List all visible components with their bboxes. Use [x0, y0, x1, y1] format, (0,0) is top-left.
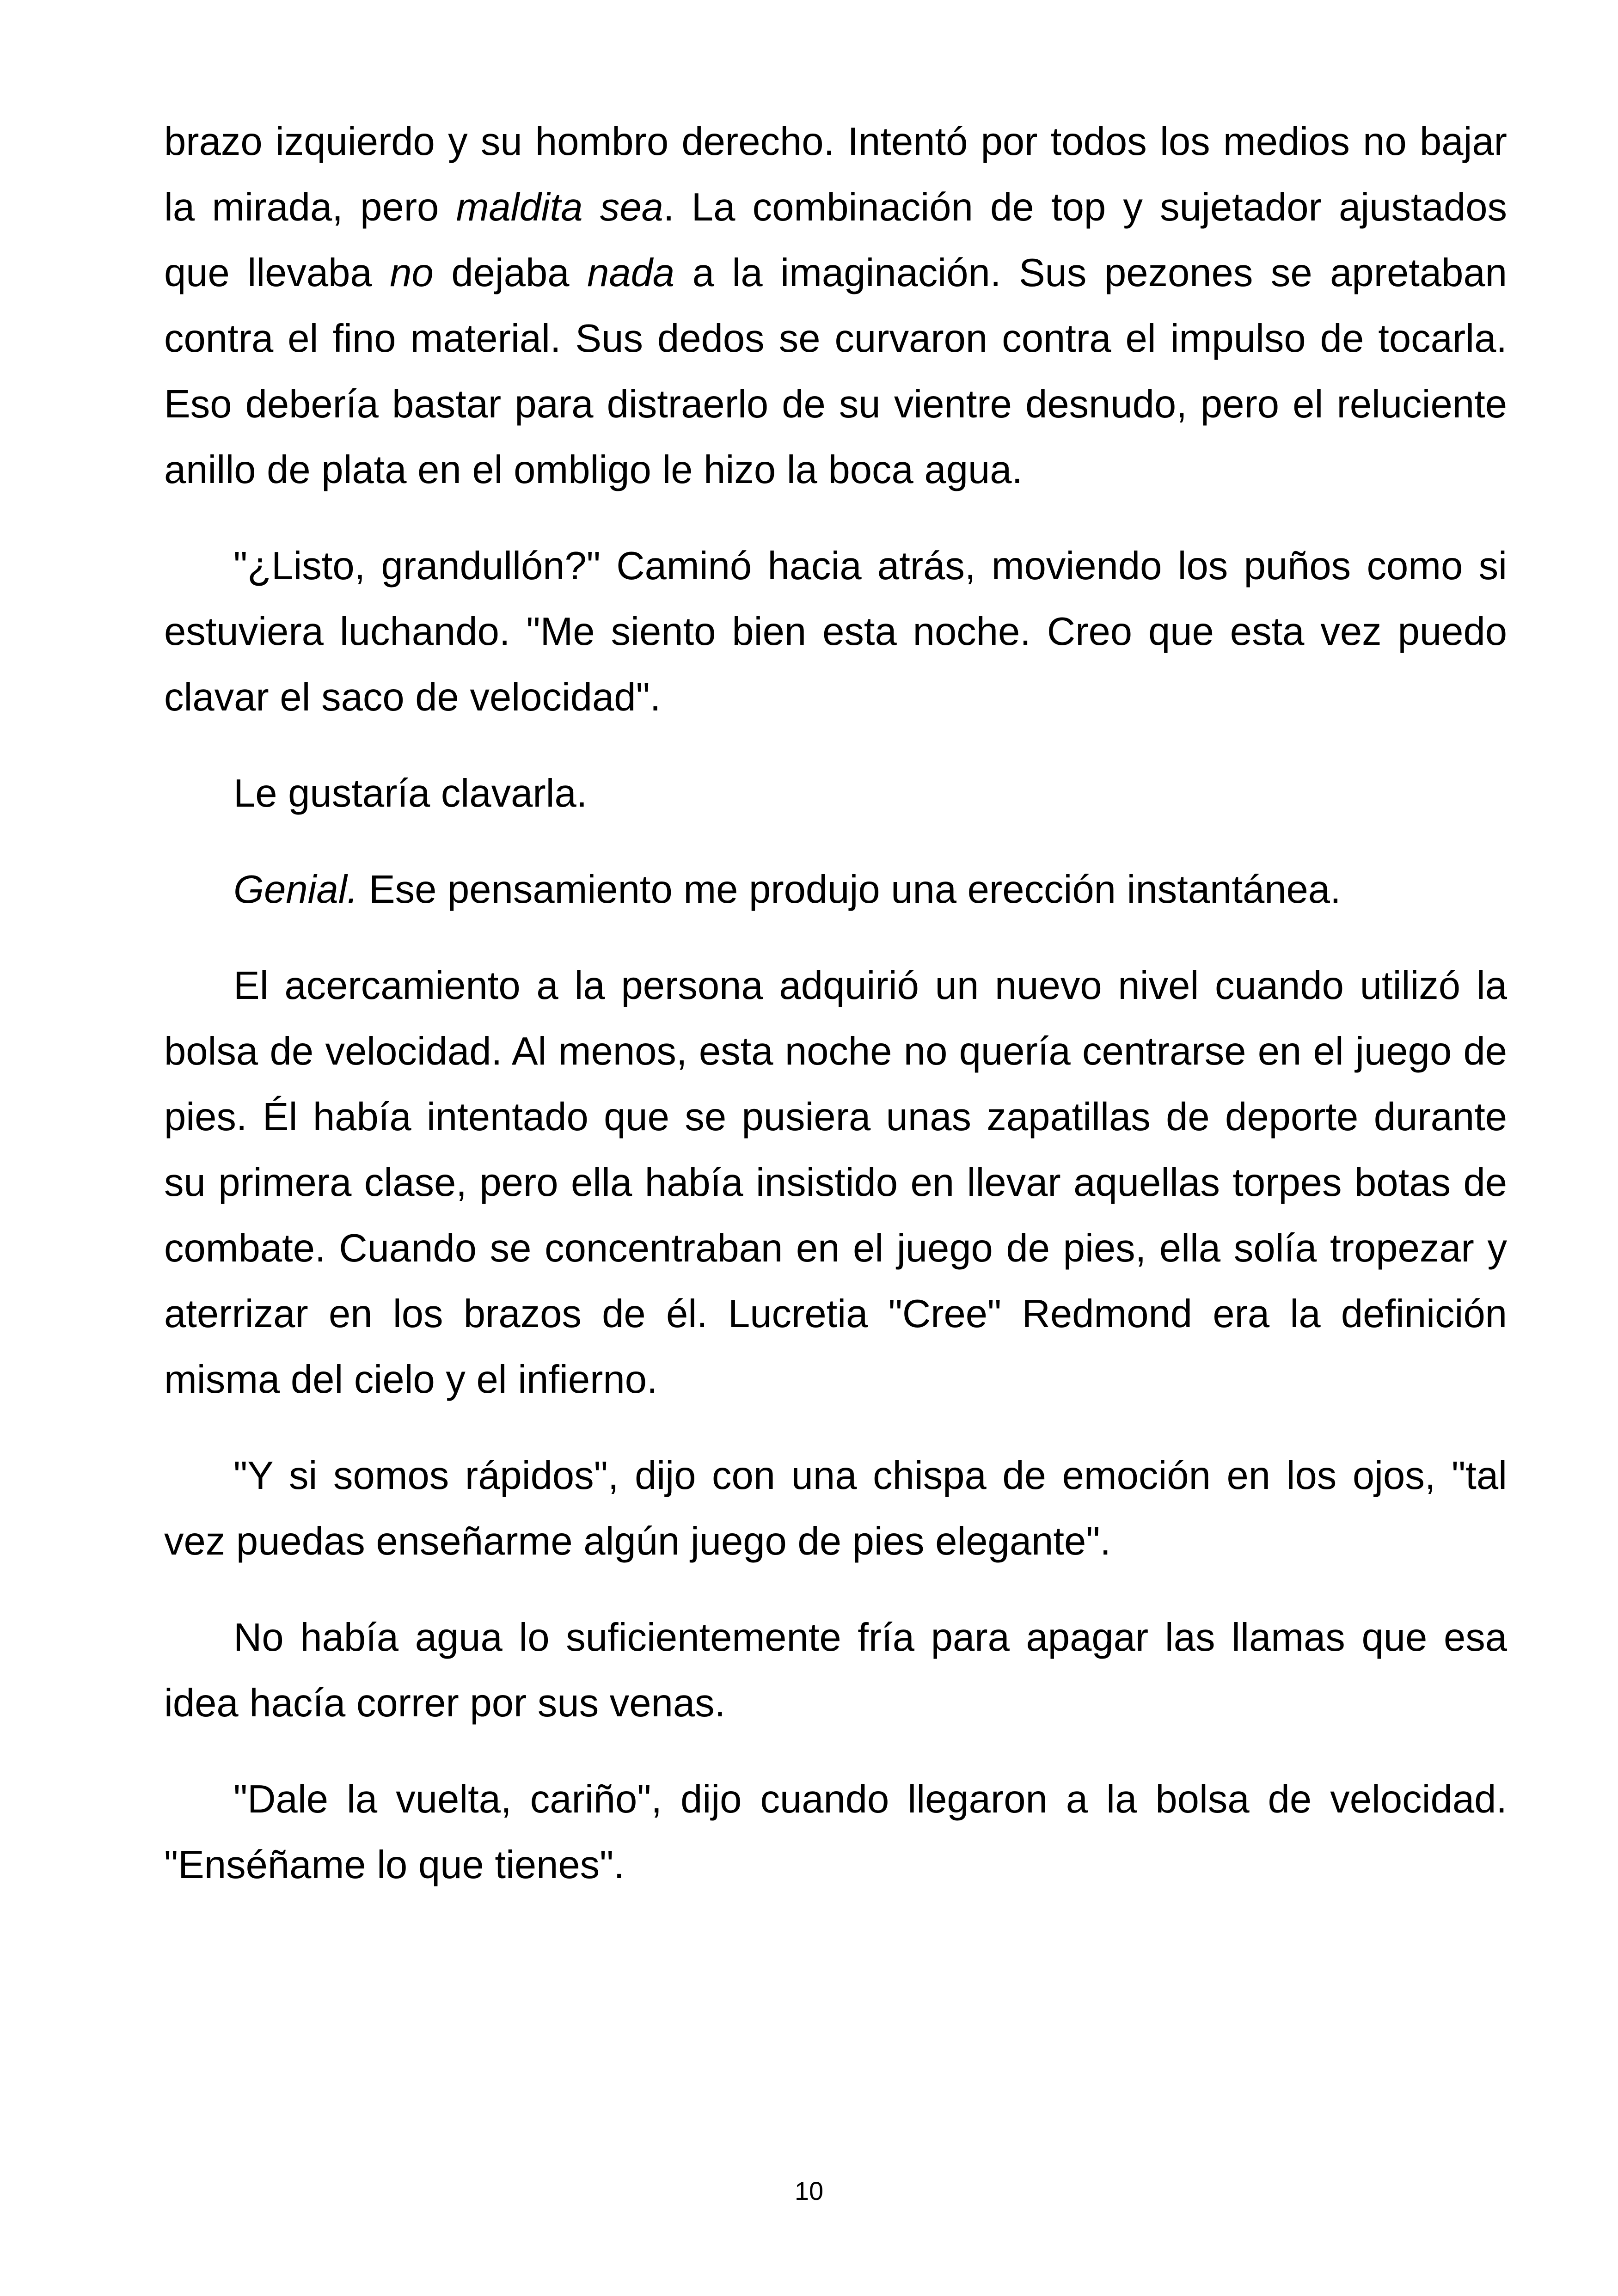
- italic-text: maldita sea: [456, 185, 663, 229]
- italic-text: Genial.: [233, 868, 358, 912]
- paragraph: [164, 857, 1507, 923]
- text-span: "Y si somos rápidos", dijo con una chispa de emoción en los ojos, "tal vez puedas enseñarme algún juego de pies elegante".: [164, 1454, 1507, 1563]
- paragraph: [164, 761, 1507, 827]
- text-span: No había agua lo suficientemente fría para apagar las llamas que esa idea hacía correr por sus venas.: [164, 1616, 1507, 1725]
- text-span: brazo izquierdo y su hombro derecho. Intentó por todos los medios no bajar la mirada, pero: [164, 120, 1507, 229]
- paragraph: [164, 1767, 1507, 1898]
- paragraph: [164, 1443, 1507, 1574]
- text-span: "Dale la vuelta, cariño", dijo cuando llegaron a la bolsa de velocidad. "Enséñame lo que tienes".: [164, 1777, 1507, 1887]
- paragraph: [164, 533, 1507, 730]
- paragraph: [164, 953, 1507, 1413]
- text-span: . La combinación de top y sujetador ajustados que llevaba: [164, 185, 1507, 295]
- page-body: [164, 109, 1507, 1929]
- italic-text: nada: [587, 251, 675, 295]
- paragraph: [164, 1605, 1507, 1736]
- text-span: El acercamiento a la persona adquirió un nuevo nivel cuando utilizó la bolsa de velocidad. Al menos, esta noche no quería centrarse en el juego de pies. Él había intentado que se pusiera unas zapatillas de deporte durante su primera clase, pero ella había insistido en llevar aquellas torpes botas de combate. Cuando se concentraban en el juego de pies, ella solía tropezar y aterrizar en los brazos de él. Lucretia "Cree" Redmond era la definición misma del cielo y el infierno.: [164, 964, 1507, 1402]
- text-span: Le gustaría clavarla.: [233, 771, 588, 815]
- text-span: "¿Listo, grandullón?" Caminó hacia atrás, moviendo los puños como si estuviera luchando. "Me siento bien esta noche. Creo que esta vez puedo clavar el saco de velocidad".: [164, 544, 1507, 719]
- text-span: dejaba: [433, 251, 588, 295]
- text-span: a la imaginación. Sus pezones se apretaban contra el fino material. Sus dedos se curvaron contra el impulso de tocarla. Eso debería bastar para distraerlo de su vientre desnudo, pero el reluciente anillo de plata en el ombligo le hizo la boca agua.: [164, 251, 1507, 492]
- paragraph: [164, 109, 1507, 503]
- italic-text: no: [390, 251, 434, 295]
- page-number: 10: [794, 2176, 824, 2205]
- text-span: Ese pensamiento me produjo una erección instantánea.: [358, 868, 1341, 912]
